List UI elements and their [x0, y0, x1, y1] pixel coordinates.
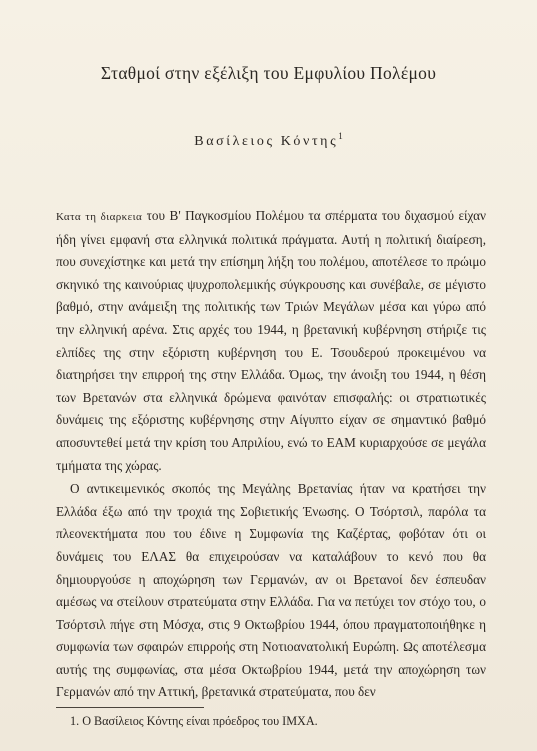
paragraph-1-text: του Β' Παγκοσμίου Πολέμου τα σπέρματα του διχασμού είχαν ήδη γίνει εμφανή στα ελληνικά πολιτικά πράγματα. Αυτή η πολιτική διαίρεση, που συνεχίστηκε και μετά την επίσημη λήξη του πολέμου, αποτέλεσε το πρώιμο σκηνικό της καινούριας ψυχροπολεμικής σύγκρουσης και συνέβαλε, σε μέγιστο βαθμό, στην ανάμειξη της πολιτικής των Τριών Μεγάλων μέσα και γύρω από την ελληνική αρένα. Στις αρχές του 1944, η βρετανική κυβέρνηση στήριζε τις ελπίδες της στην εξόριστη κυβέρνηση του Ε. Τσουδερού προκειμένου να διατηρήσει την επιρροή της στην Ελλάδα. Όμως, την άνοιξη του 1944, η θέση των Βρετανών στα ελληνικά δρώμενα φαινόταν επισφαλής: οι στρατιωτικές δυνάμεις της εξόριστης κυβέρνησης στην Αίγυπτο είχαν σε σημαντικό βαθμό αποσυντεθεί μετά την κρίση του Απριλίου, ενώ το ΕΑΜ κυριαρχούσε σε μεγάλα τμήματα της χώρας. [56, 208, 486, 473]
footnote-divider [56, 707, 204, 708]
paragraph-2: Ο αντικειμενικός σκοπός της Μεγάλης Βρετανίας ήταν να κρατήσει την Ελλάδα έξω από την τροχιά της Σοβιετικής Ένωσης. Ο Τσόρτσιλ, παρόλα τα πλεονεκτήματα που του έδινε η Συμφωνία της Καζέρτας, φοβόταν ότι οι δυνάμεις του ΕΛΑΣ θα επιχειρούσαν να καταλάβουν το κενό που θα δημιουργούσε η αποχώρηση των Γερμανών, αν οι Βρετανοί δεν έσπευδαν αμέσως να στείλουν στρατεύματα στην Ελλάδα. Για να πετύχει τον στόχο του, ο Τσόρτσιλ πήγε στη Μόσχα, στις 9 Οκτωβρίου 1944, όπου πραγματοποιήθηκε η συμφωνία των σφαιρών επιρροής στη Νοτιοανατολική Ευρώπη. Ως αποτέλεσμα αυτής της συμφωνίας, στα μέσα Οκτωβρίου 1944, μετά την αποχώρηση των Γερμανών από την Αττική, βρετανικά στρατεύματα, που δεν [56, 481, 486, 700]
article-title: Σταθμοί στην εξέλιξη του Εμφυλίου Πολέμου [100, 63, 437, 83]
author-name: Βασίλειος Κόντης [194, 134, 339, 149]
footnote-1: 1. Ο Βασίλειος Κόντης είναι πρόεδρος του ΙΜΧΑ. [70, 714, 318, 728]
footnote-reference: 1 [338, 131, 343, 141]
paragraph-1 [56, 205, 486, 477]
paragraph-1-opening: Κατα τη διαρκεια [56, 211, 143, 223]
article-body [56, 205, 486, 704]
author-line [0, 131, 537, 150]
